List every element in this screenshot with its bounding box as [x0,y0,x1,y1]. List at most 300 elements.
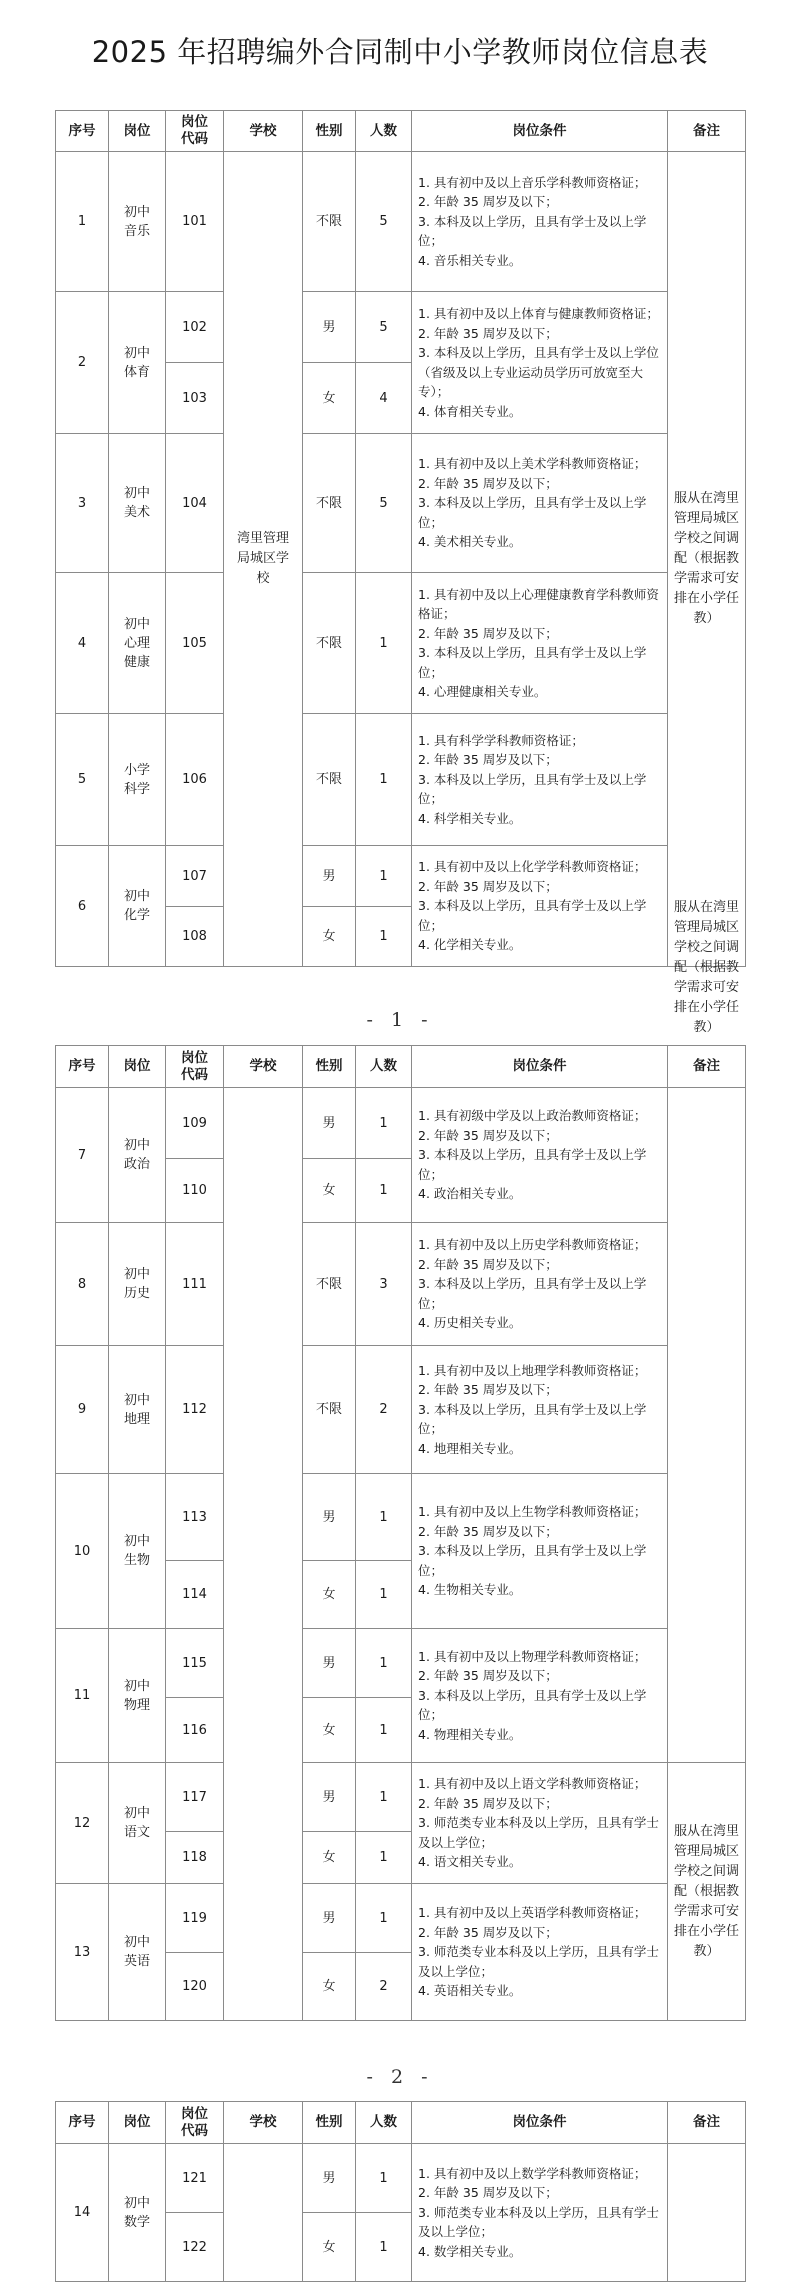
condition-item: 3. 师范类专业本科及以上学历，且具有学士及以上学位； [418,2204,659,2240]
condition-item: 3. 本科及以上学历，且具有学士及以上学位； [418,1543,647,1578]
position-count [355,713,412,846]
condition-item: 1. 具有初中及以上数学学科教师资格证； [418,2165,647,2181]
condition-item: 4. 美术相关专业。 [418,534,522,550]
condition-item: 2. 年龄 35 周岁及以下； [418,878,558,894]
header-code [165,2101,224,2144]
row-seq-text: 11 [73,1688,91,1703]
row-post-text: 初中政治 [123,1138,150,1172]
header-gender-text: 性别 [315,1058,343,1074]
condition-item: 1. 具有初中及以上美术学科教师资格证； [418,456,647,472]
position-gender [302,713,356,846]
position-gender [302,362,356,434]
header-conditions-text: 岗位条件 [512,1058,567,1074]
position-count [355,291,412,363]
position-count-text: 1 [379,1655,388,1671]
row-seq [55,713,109,846]
row-post [108,433,166,573]
condition-item: 4. 科学相关专业。 [418,810,522,826]
header-count [355,110,412,152]
row-seq [55,151,109,292]
row-seq-text: 8 [77,1276,87,1292]
position-code-text: 113 [182,1509,207,1525]
header-remark [667,1045,746,1088]
position-code [165,291,224,363]
position-gender-text: 男 [322,1655,336,1671]
header-remark [667,110,746,152]
position-code [165,1883,224,1953]
position-code [165,1762,224,1832]
row-seq-text: 3 [77,495,87,511]
row-post-text: 初中生物 [123,1534,150,1568]
document-title: 2025 年招聘编外合同制中小学教师岗位信息表 [91,35,709,69]
row-post-text: 初中美术 [123,486,150,520]
position-gender [302,572,356,714]
page-number-1: - 1 - [366,1009,434,1031]
condition-item: 4. 数学相关专业。 [418,2243,522,2259]
position-gender [302,845,356,907]
condition-item: 2. 年龄 35 周岁及以下； [418,1127,558,1143]
position-gender-text: 女 [322,1850,336,1865]
row-seq [55,2143,109,2282]
remark-cell-text: 服从在湾里管理局城区学校之间调配（根据教学需求可安排在小学任教） [673,1823,739,1959]
condition-item: 1. 具有初中及以上心理健康教育学科教师资格证； [418,586,659,621]
position-code-text: 104 [182,495,207,511]
header-remark [667,2101,746,2144]
position-count-text: 1 [379,2170,388,2186]
condition-item: 3. 本科及以上学历，且具有学士及以上学位； [418,1276,647,1311]
row-seq-text: 10 [73,1543,91,1559]
condition-item: 2. 年龄 35 周岁及以下； [418,1382,558,1398]
position-count-text: 3 [379,1276,388,1292]
condition-item: 4. 化学相关专业。 [418,937,522,953]
condition-item: 2. 年龄 35 周岁及以下； [418,625,558,641]
position-code-text: 105 [182,635,207,651]
position-gender [302,151,356,292]
position-gender [302,1883,356,1953]
row-post [108,1222,166,1346]
position-gender-text: 男 [322,868,336,884]
row-conditions [411,291,668,434]
position-code [165,906,224,967]
position-count-text: 1 [379,772,388,787]
position-code-text: 110 [182,1183,207,1198]
position-count-text: 1 [379,2239,388,2255]
position-code [165,1345,224,1474]
remark-cell-text: 服从在湾里管理局城区学校之间调配（根据教学需求可安排在小学任教） [673,491,739,626]
row-conditions [411,1345,668,1474]
header-code [165,110,224,152]
row-seq [55,1087,109,1223]
position-gender-text: 不限 [315,772,342,787]
position-count [355,572,412,714]
header-seq-text: 序号 [68,122,96,139]
position-code-text: 103 [182,390,207,406]
header-remark-text: 备注 [693,122,720,139]
header-remark-text: 备注 [693,2114,720,2130]
condition-item: 1. 具有初中及以上地理学科教师资格证； [418,1362,647,1378]
condition-item: 2. 年龄 35 周岁及以下； [418,325,558,341]
position-count [355,1697,412,1763]
position-gender [302,1222,356,1346]
school-cell [223,151,303,967]
position-code-text: 108 [182,929,207,944]
condition-item: 4. 音乐相关专业。 [418,252,522,268]
position-gender-text: 男 [322,1910,336,1926]
condition-item: 4. 历史相关专业。 [418,1315,522,1331]
position-gender [302,2212,356,2282]
condition-item: 4. 语文相关专业。 [418,1854,522,1870]
condition-item: 3. 本科及以上学历，且具有学士及以上学位； [418,1401,647,1437]
row-conditions [411,1883,668,2021]
header-seq [55,110,109,152]
position-code-text: 121 [182,2170,207,2186]
row-seq-text: 1 [77,214,87,229]
condition-item: 1. 具有初中及以上英语学科教师资格证； [418,1905,647,1921]
position-code [165,433,224,573]
remark-cell-text: 服从在湾里管理局城区学校之间调配（根据教学需求可安排在小学任教） [673,900,739,1035]
position-count-text: 1 [379,635,388,651]
position-count [355,151,412,292]
condition-item: 2. 年龄 35 周岁及以下； [418,1924,558,1940]
condition-item: 2. 年龄 35 周岁及以下； [418,1668,558,1684]
row-conditions [411,572,668,714]
condition-item: 2. 年龄 35 周岁及以下； [418,2185,558,2201]
position-gender [302,1831,356,1884]
position-code-text: 122 [182,2239,207,2255]
header-school [223,1045,303,1088]
header-post [108,2101,166,2144]
condition-item: 2. 年龄 35 周岁及以下； [418,1523,558,1539]
position-gender [302,1158,356,1223]
position-gender-text: 男 [322,1509,336,1525]
position-count-text: 1 [379,1850,388,1865]
position-code-text: 111 [182,1276,207,1292]
row-post [108,572,166,714]
position-code [165,572,224,714]
position-gender [302,433,356,573]
row-conditions [411,1628,668,1763]
row-seq-text: 12 [73,1815,91,1831]
condition-item: 2. 年龄 35 周岁及以下； [418,194,558,210]
position-gender-text: 女 [322,1722,336,1738]
row-seq [55,1628,109,1763]
position-code [165,1158,224,1223]
row-post-text: 初中体育 [123,345,150,380]
position-code [165,1222,224,1346]
row-conditions [411,1473,668,1629]
position-gender-text: 不限 [315,214,342,229]
position-gender-text: 女 [322,929,336,944]
condition-item: 3. 本科及以上学历，且具有学士及以上学位； [418,1687,647,1723]
condition-item: 3. 本科及以上学历，且具有学士及以上学位； [418,495,647,530]
header-seq-text: 序号 [68,1058,96,1074]
row-conditions [411,2143,668,2282]
position-gender [302,2143,356,2213]
row-post [108,1762,166,1884]
position-code [165,1628,224,1698]
remark-cell [667,2143,746,2282]
row-post-text: 初中物理 [123,1678,150,1713]
position-gender-text: 不限 [315,1402,342,1417]
condition-item: 4. 英语相关专业。 [418,1983,522,1999]
header-seq-text: 序号 [68,2114,96,2130]
condition-item: 3. 本科及以上学历，且具有学士及以上学位； [418,645,647,680]
row-conditions [411,1222,668,1346]
position-code [165,1087,224,1159]
condition-item: 2. 年龄 35 周岁及以下； [418,475,558,491]
position-gender-text: 女 [322,2239,336,2255]
position-count-text: 1 [379,1509,388,1525]
header-gender [302,2101,356,2144]
row-post [108,1345,166,1474]
position-count [355,1158,412,1223]
header-gender-text: 性别 [315,122,343,139]
condition-item: 1. 具有初中及以上生物学科教师资格证； [418,1504,647,1520]
row-seq [55,1222,109,1346]
row-seq [55,845,109,967]
position-count [355,433,412,573]
position-count-text: 1 [379,1587,388,1602]
position-code-text: 117 [182,1789,207,1805]
header-gender [302,110,356,152]
header-code-text: 岗位代码 [181,1049,208,1083]
header-school-text: 学校 [249,1058,277,1074]
school-cell [223,2143,303,2282]
position-gender-text: 男 [322,319,336,335]
position-code-text: 112 [182,1402,207,1417]
header-post-text: 岗位 [123,2114,151,2130]
header-gender-text: 性别 [315,2114,343,2130]
header-count [355,1045,412,1088]
row-conditions [411,713,668,846]
header-code [165,1045,224,1088]
position-gender [302,1628,356,1698]
position-gender [302,291,356,363]
header-post-text: 岗位 [123,1058,151,1074]
condition-item: 2. 年龄 35 周岁及以下； [418,1795,558,1811]
position-gender [302,1345,356,1474]
header-remark-text: 备注 [693,1058,720,1074]
school-cell-text: 湾里管理局城区学校 [236,531,289,586]
row-post [108,1628,166,1763]
row-seq-text: 13 [73,1944,91,1960]
condition-item: 1. 具有初中及以上体育与健康教师资格证； [418,306,659,321]
row-conditions [411,433,668,573]
position-code-text: 119 [182,1910,207,1926]
position-count [355,1628,412,1698]
row-post [108,713,166,846]
condition-item: 4. 体育相关专业。 [418,403,522,419]
position-code-text: 101 [182,214,207,229]
condition-item: 4. 心理健康相关专业。 [418,684,547,699]
position-gender-text: 女 [322,1587,336,1602]
row-post-text: 初中地理 [123,1392,150,1427]
header-post [108,110,166,152]
condition-item: 1. 具有初级中学及以上政治教师资格证； [418,1108,647,1124]
condition-item: 1. 具有初中及以上历史学科教师资格证； [418,1237,647,1253]
position-code-text: 116 [182,1722,207,1738]
header-seq [55,1045,109,1088]
position-count [355,1883,412,1953]
condition-item: 4. 物理相关专业。 [418,1726,522,1742]
position-count [355,1952,412,2021]
row-seq-text: 6 [77,898,87,914]
header-conditions-text: 岗位条件 [512,122,567,139]
position-gender-text: 女 [322,390,336,406]
condition-item: 3. 本科及以上学历，且具有学士及以上学位； [418,898,647,933]
row-seq [55,1345,109,1474]
condition-item: 2. 年龄 35 周岁及以下； [418,752,558,768]
position-code [165,2212,224,2282]
position-code [165,845,224,907]
position-count [355,906,412,967]
condition-item: 1. 具有初中及以上音乐学科教师资格证； [418,174,647,190]
position-code-text: 120 [182,1979,207,1994]
position-count [355,845,412,907]
condition-item: 3. 本科及以上学历，且具有学士及以上学位； [418,771,647,807]
header-count-text: 人数 [370,122,397,139]
position-gender [302,1952,356,2021]
position-code [165,1473,224,1561]
position-code-text: 107 [182,868,207,884]
position-count-text: 1 [379,868,388,884]
header-school [223,110,303,152]
position-gender [302,1762,356,1832]
row-post [108,1883,166,2021]
header-school-text: 学校 [249,122,277,139]
position-gender-text: 女 [322,1183,336,1198]
header-count-text: 人数 [370,2114,397,2130]
row-post-text: 初中音乐 [123,204,150,239]
row-post-text: 小学科学 [123,762,150,797]
position-count [355,1831,412,1884]
row-seq-text: 9 [77,1402,87,1417]
header-school [223,2101,303,2144]
row-seq-text: 14 [73,2205,91,2220]
position-gender-text: 不限 [315,635,342,651]
condition-item: 1. 具有初中及以上化学学科教师资格证； [418,859,647,875]
position-code [165,713,224,846]
position-count [355,1345,412,1474]
position-code [165,1560,224,1629]
position-count [355,1473,412,1561]
position-gender [302,1473,356,1561]
position-code [165,1831,224,1884]
position-gender-text: 女 [322,1979,336,1994]
remark-cell [667,1762,746,2021]
row-seq [55,291,109,434]
position-code-text: 102 [182,319,207,335]
position-count-text: 5 [379,495,388,511]
position-count-text: 1 [379,929,388,944]
position-count-text: 1 [379,1789,388,1805]
position-count-text: 4 [379,390,388,406]
remark-cell [667,151,746,967]
condition-item: 4. 政治相关专业。 [418,1186,522,1202]
position-code [165,1952,224,2021]
row-seq [55,1883,109,2021]
row-post-text: 初中心理健康 [123,616,150,670]
position-code-text: 114 [182,1587,207,1602]
row-conditions [411,151,668,292]
position-code-text: 118 [182,1850,207,1865]
position-count [355,1222,412,1346]
condition-item: 3. 本科及以上学历，且具有学士及以上学位（省级及以上专业运动员学历可放宽至大专）； [418,345,659,399]
header-count-text: 人数 [370,1058,397,1074]
row-post-text: 初中英语 [123,1935,150,1969]
position-count-text: 2 [379,1979,388,1994]
header-conditions-text: 岗位条件 [512,2114,567,2130]
row-seq [55,1473,109,1629]
row-post-text: 初中数学 [123,2195,150,2230]
condition-item: 2. 年龄 35 周岁及以下； [418,1256,558,1272]
position-count-text: 1 [379,1722,388,1738]
condition-item: 4. 生物相关专业。 [418,1582,522,1598]
position-code-text: 115 [182,1655,207,1671]
condition-item: 1. 具有初中及以上语文学科教师资格证； [418,1776,647,1792]
row-post [108,1473,166,1629]
position-gender [302,1560,356,1629]
position-code [165,2143,224,2213]
condition-item: 3. 本科及以上学历，且具有学士及以上学位； [418,1147,647,1182]
position-gender-text: 男 [322,1789,336,1805]
header-gender [302,1045,356,1088]
position-gender [302,1087,356,1159]
position-count [355,2212,412,2282]
position-code [165,362,224,434]
condition-item: 1. 具有科学学科教师资格证； [418,732,584,748]
condition-item: 3. 本科及以上学历，且具有学士及以上学位； [418,213,647,249]
header-conditions [411,110,668,152]
position-gender-text: 不限 [315,1276,342,1292]
row-conditions [411,1762,668,1884]
row-conditions [411,1087,668,1223]
position-count [355,1087,412,1159]
position-gender-text: 不限 [315,495,342,511]
row-post [108,151,166,292]
row-seq-text: 5 [77,772,87,787]
page-number-2: - 2 - [366,2066,434,2088]
position-count-text: 1 [379,1115,388,1131]
position-code-text: 106 [182,772,207,787]
header-code-text: 岗位代码 [181,114,208,147]
header-code-text: 岗位代码 [181,2105,208,2139]
position-gender [302,1697,356,1763]
position-count-text: 1 [379,1910,388,1926]
row-seq [55,433,109,573]
row-post-text: 初中化学 [123,889,150,923]
position-count [355,1560,412,1629]
position-code-text: 109 [182,1115,207,1131]
row-post [108,291,166,434]
condition-item: 3. 师范类专业本科及以上学历，且具有学士及以上学位； [418,1815,659,1850]
row-seq [55,572,109,714]
header-school-text: 学校 [249,2114,277,2130]
position-count [355,2143,412,2213]
position-gender [302,906,356,967]
position-count-text: 5 [379,214,388,229]
header-seq [55,2101,109,2144]
condition-item: 4. 地理相关专业。 [418,1440,522,1456]
position-code [165,151,224,292]
header-post-text: 岗位 [123,122,151,139]
row-conditions [411,845,668,967]
row-post-text: 初中语文 [123,1806,150,1840]
position-gender-text: 男 [322,2170,336,2186]
header-conditions [411,1045,668,1088]
position-count [355,1762,412,1832]
row-post [108,1087,166,1223]
